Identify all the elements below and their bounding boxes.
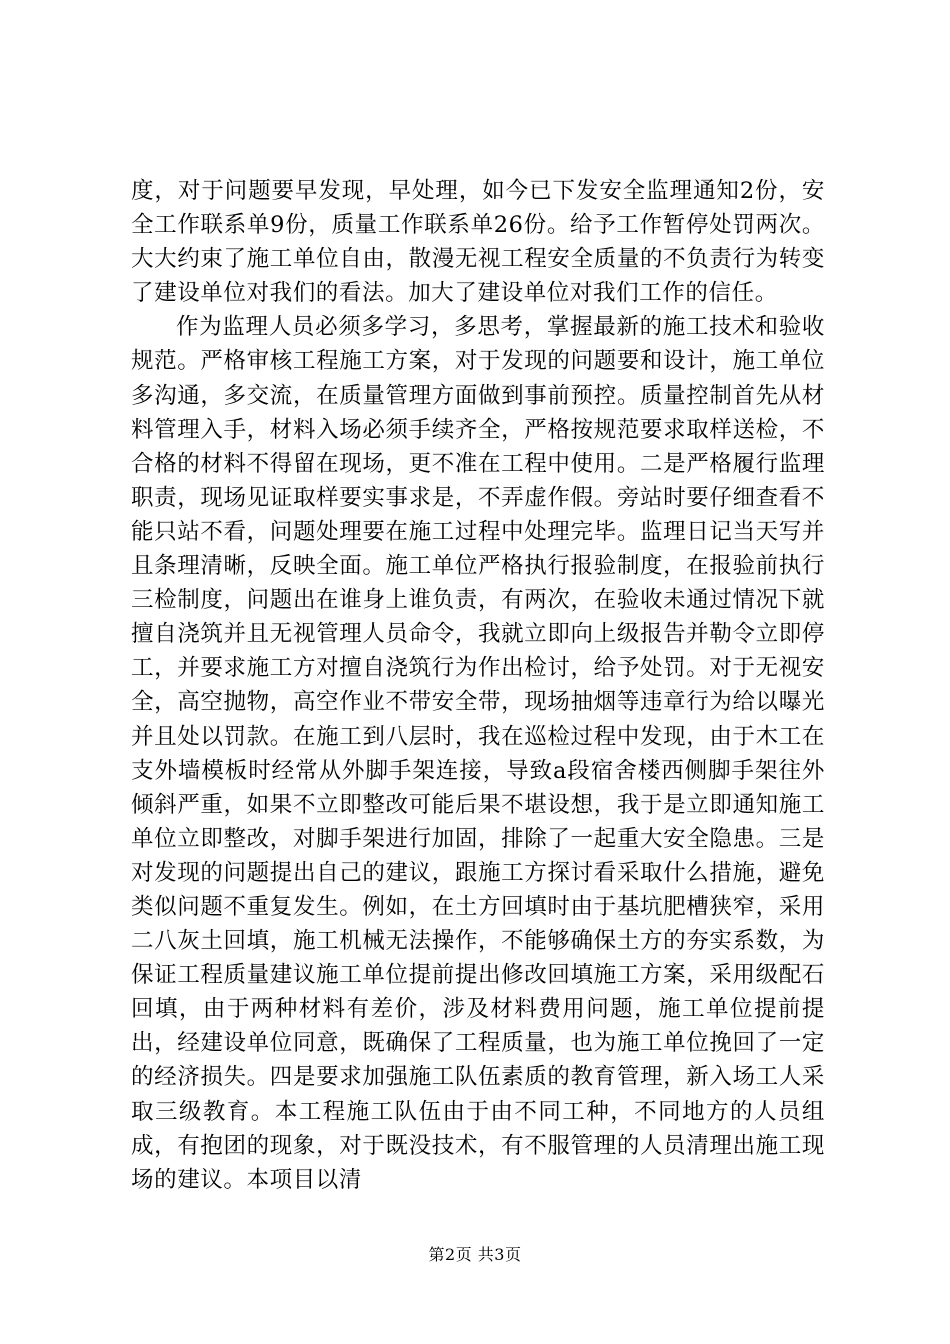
document-body [131, 174, 825, 1197]
paragraph-supervision-duties: 作为监理人员必须多学习，多思考，掌握最新的施工技术和验收规范。严格审核工程施工方案，对于发现的问题要和设计，施工单位多沟通，多交流，在质量管理方面做到事前预控。质量控制首先从材料管理入手，材料入场必须手续齐全，严格按规范要求取样送检，不合格的材料不得留在现场，更不准在工程中使用。二是严格履行监理职责，现场见证取样要实事求是，不弄虚作假。旁站时要仔细查看不能只站不看，问题处理要在施工过程中处理完毕。监理日记当天写并且条理清晰，反映全面。施工单位严格执行报验制度，在报验前执行三检制度，问题出在谁身上谁负责，有两次，在验收未通过情况下就擅自浇筑并且无视管理人员命令，我就立即向上级报告并勒令立即停工，并要求施工方对擅自浇筑行为作出检讨，给予处罚。对于无视安全，高空抛物，高空作业不带安全带，现场抽烟等违章行为给以曝光并且处以罚款。在施工到八层时，我在巡检过程中发现，由于木工在支外墙模板时经常从外脚手架连接，导致a段宿舍楼西侧脚手架往外倾斜严重，如果不立即整改可能后果不堪设想，我于是立即通知施工单位立即整改，对脚手架进行加固，排除了一起重大安全隐患。三是对发现的问题提出自己的建议，跟施工方探讨看采取什么措施，避免类似问题不重复发生。例如，在土方回填时由于基坑肥槽狭窄，采用二八灰土回填，施工机械无法操作，不能够确保土方的夯实系数，为保证工程质量建议施工单位提前提出修改回填施工方案，采用级配石回填，由于两种材料有差价，涉及材料费用问题，施工单位提前提出，经建设单位同意，既确保了工程质量，也为施工单位挽回了一定的经济损失。四是要求加强施工队伍素质的教育管理，新入场工人采取三级教育。本工程施工队伍由于由不同工种，不同地方的人员组成，有抱团的现象，对于既没技术，有不服管理的人员清理出施工现场的建议。本项目以清 [131, 314, 825, 1193]
page-number-footer: 第2页 共3页 [428, 1245, 522, 1264]
paragraph-continuation: 度，对于问题要早发现，早处理，如今已下发安全监理通知2份，安全工作联系单9份，质量工作联系单26份。给予工作暂停处罚两次。大大约束了施工单位自由，散漫无视工程安全质量的不负责行为转变了建设单位对我们的看法。加大了建设单位对我们工作的信任。 [131, 178, 825, 307]
